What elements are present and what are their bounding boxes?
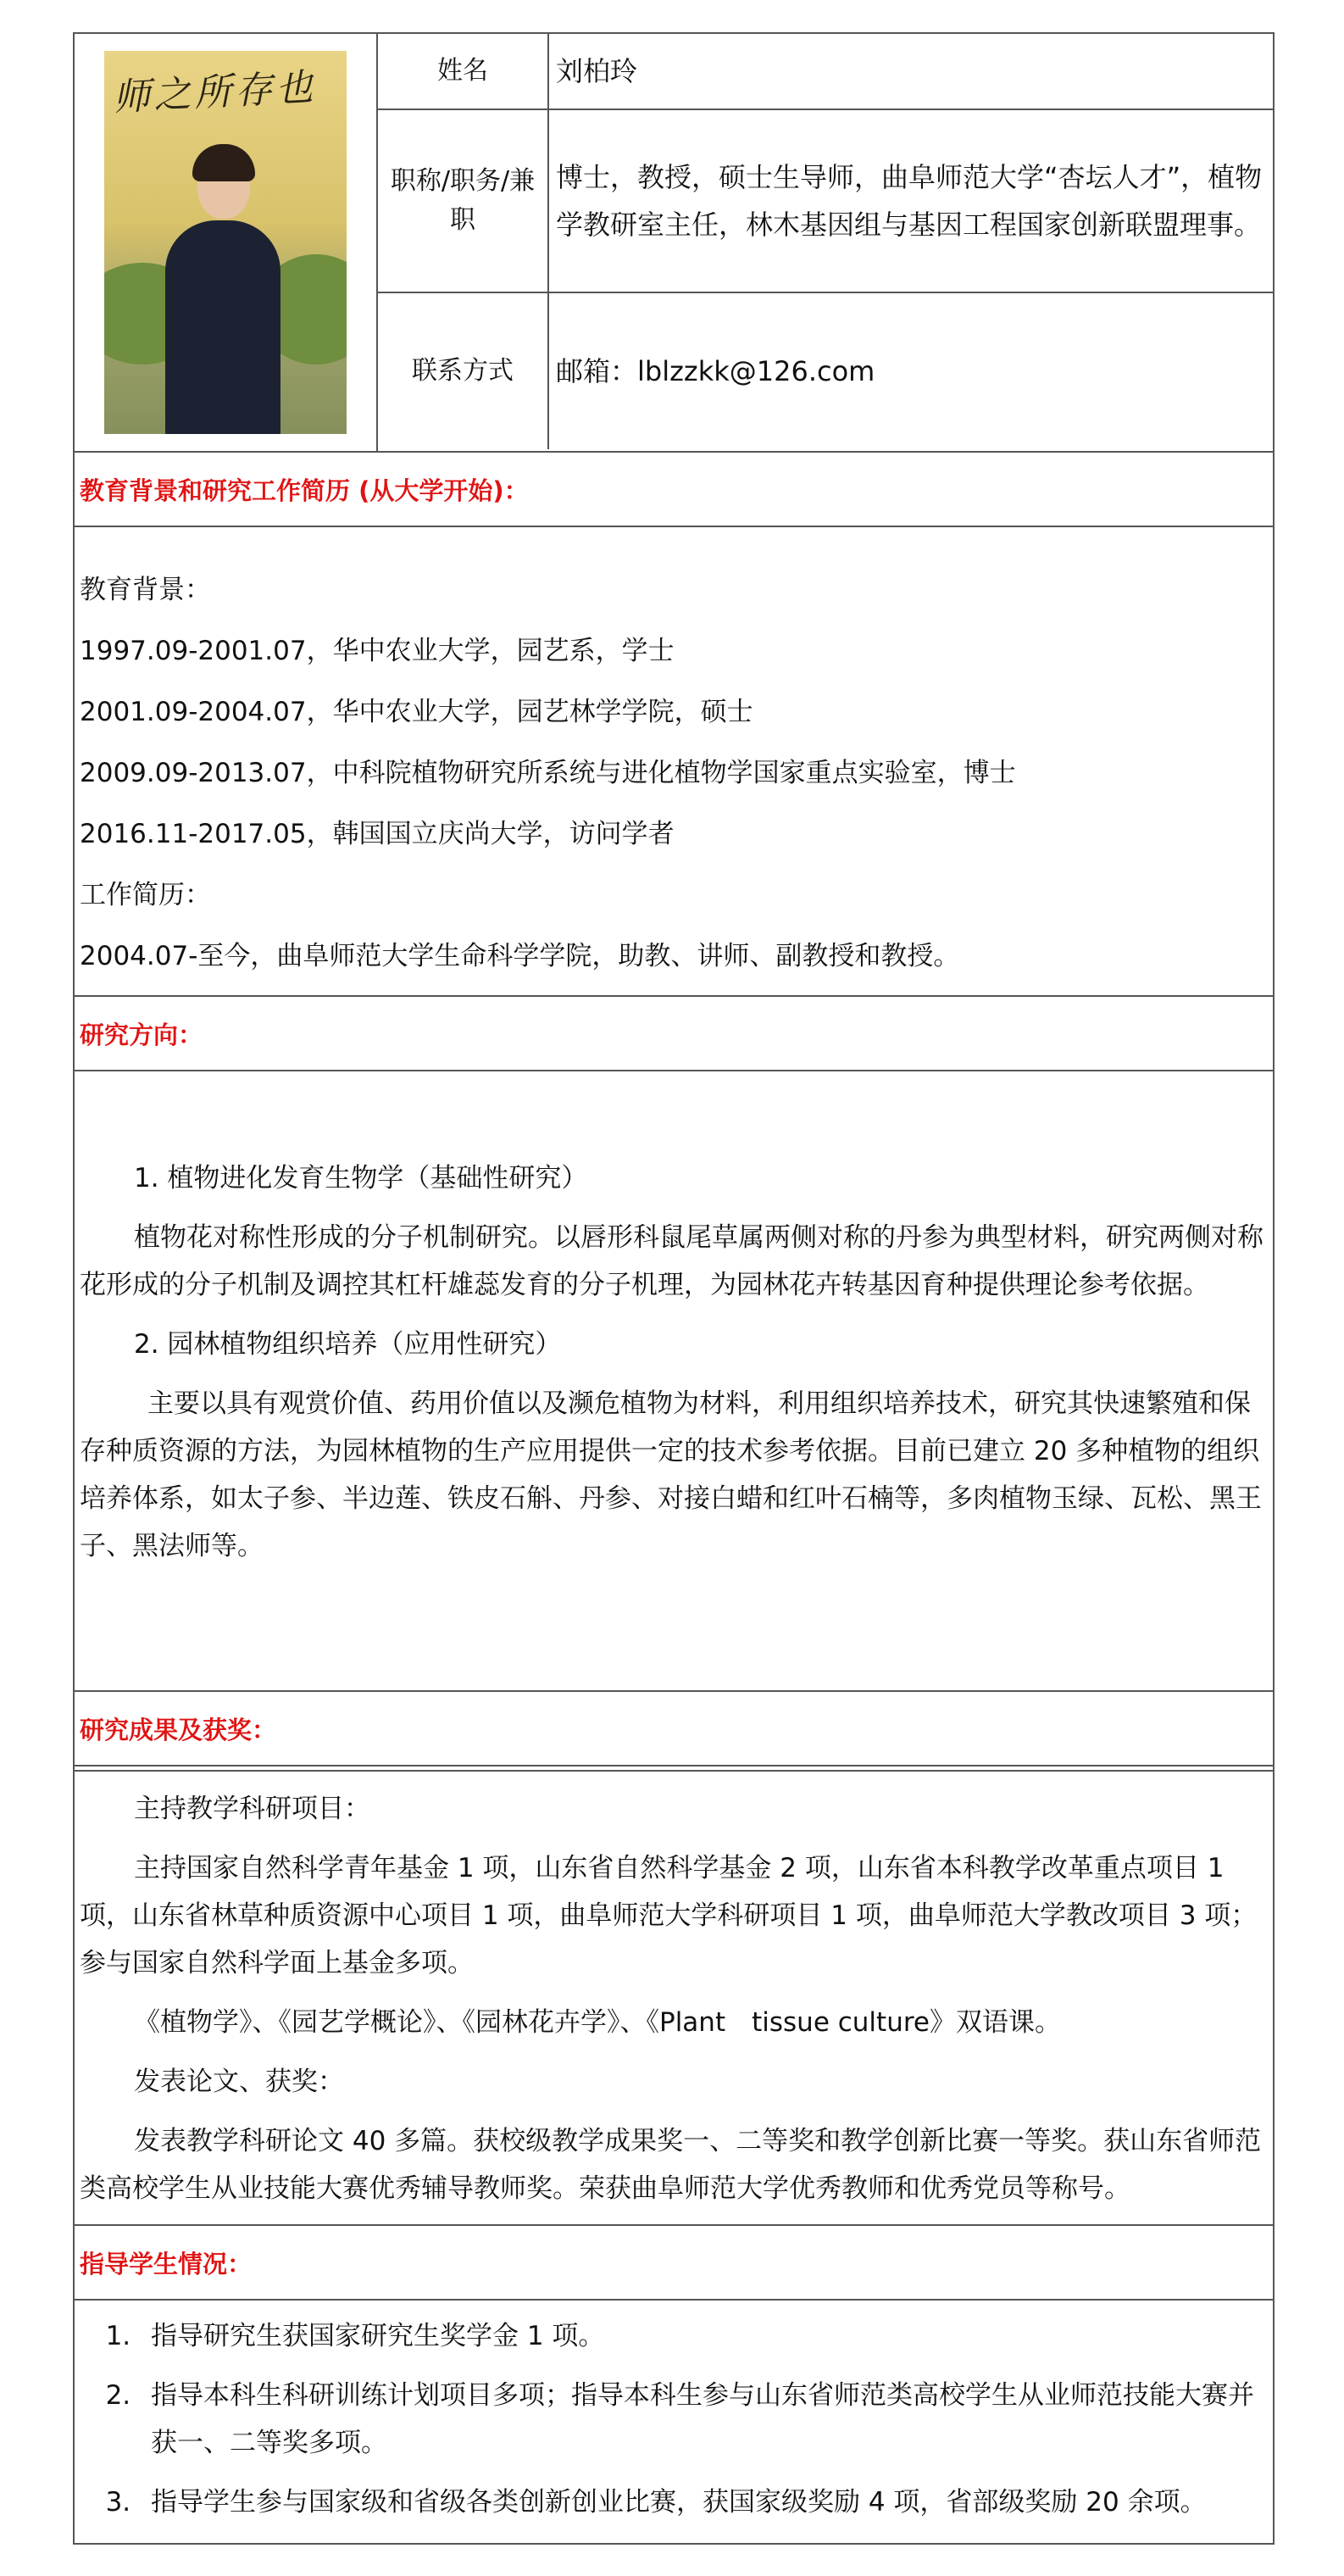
title-row [378, 110, 1273, 293]
papers-text: 发表教学科研论文 40 多篇。获校级教学成果奖一、二等奖和教学创新比赛一等奖。获山东省师范类高校学生从业技能大赛优秀辅导教师奖。荣获曲阜师范大学优秀教师和优秀党员等称号。 [80, 2126, 1262, 2204]
profile-sheet [73, 32, 1275, 2545]
person-body [165, 220, 280, 434]
person-hair [192, 144, 255, 181]
edu-label: 教育背景： [80, 575, 211, 605]
photo-cell [75, 34, 378, 451]
edu-item: 1997.09-2001.07，华中农业大学，园艺系，学士 [80, 636, 675, 666]
courses-text: 《植物学》、《园艺学概论》、《园林花卉学》、《Plant tissue culture》双语课。 [134, 2007, 1061, 2038]
name-value: 刘柏玲 [556, 55, 638, 87]
projects-text: 主持国家自然科学青年基金 1 项，山东省自然科学基金 2 项，山东省本科教学改革重点项目 1 项，山东省林草种质资源中心项目 1 项，曲阜师范大学科研项目 1 项，曲阜师范大学教改项目 3 项；参与国家自然科学面上基金多项。 [80, 1853, 1258, 1978]
profile-header [75, 34, 1273, 453]
education-body [75, 527, 1273, 997]
students-body [75, 2301, 1273, 2543]
achievements-heading: 研究成果及获奖： [75, 1692, 1273, 1766]
research-dir1-text: 植物花对称性形成的分子机制研究。以唇形科鼠尾草属两侧对称的丹参为典型材料，研究两侧对称花形成的分子机制及调控其杠杆雄蕊发育的分子机理，为园林花卉转基因育种提供理论参考依据。 [80, 1222, 1263, 1300]
list-item: 3. 指导学生参与国家级和省级各类创新创业比赛，获国家级奖励 4 项，省部级奖励 20 余项。 [139, 2479, 1268, 2526]
list-item: 1. 指导研究生获国家研究生奖学金 1 项。 [139, 2312, 1268, 2360]
edu-item: 2001.09-2004.07，华中农业大学，园艺林学学院，硕士 [80, 697, 753, 727]
name-label: 姓名 [378, 34, 549, 108]
edu-item: 2016.11-2017.05，韩国国立庆尚大学，访问学者 [80, 819, 675, 849]
papers-label: 发表论文、获奖： [134, 2067, 344, 2097]
work-label: 工作简历： [80, 880, 211, 910]
research-dir2-text: 主要以具有观赏价值、药用价值以及濒危植物为材料，利用组织培养技术，研究其快速繁殖和保存种质资源的方法，为园林植物的生产应用提供一定的技术参考依据。目前已建立 20 多种植物的组织培养体系，如太子参、半边莲、铁皮石斛、丹参、对接白蜡和红叶石楠等，多肉植物玉绿、瓦松、黑王子、黑法师等。 [80, 1388, 1262, 1561]
education-heading: 教育背景和研究工作简历 (从大学开始)： [75, 453, 1273, 527]
achievements-body [75, 1770, 1273, 2226]
students-heading: 指导学生情况： [75, 2226, 1273, 2301]
title-label: 职称/职务/兼职 [378, 110, 549, 292]
info-table [378, 34, 1273, 451]
research-dir1-title: 1. 植物进化发育生物学（基础性研究） [134, 1163, 588, 1193]
research-body [75, 1071, 1273, 1692]
students-list [80, 2312, 1268, 2526]
profile-photo [104, 51, 347, 434]
calligraphy-caption: 师之所存也 [112, 65, 318, 120]
contact-row [378, 293, 1273, 449]
research-dir2-title: 2. 园林植物组织培养（应用性研究） [134, 1329, 562, 1360]
projects-label: 主持教学科研项目： [134, 1794, 370, 1824]
list-item: 2. 指导本科生科研训练计划项目多项；指导本科生参与山东省师范类高校学生从业师范技能大赛并获一、二等奖多项。 [139, 2372, 1268, 2467]
contact-label: 联系方式 [378, 293, 549, 449]
contact-value: 邮箱：lblzzkk@126.com [556, 355, 875, 387]
title-value: 博士，教授，硕士生导师，曲阜师范大学“杏坛人才”，植物学教研室主任，林木基因组与基因工程国家创新联盟理事。 [556, 161, 1263, 241]
name-row [378, 34, 1273, 110]
work-item: 2004.07-至今，曲阜师范大学生命科学学院，助教、讲师、副教授和教授。 [80, 941, 960, 971]
research-heading: 研究方向： [75, 997, 1273, 1071]
edu-item: 2009.09-2013.07，中科院植物研究所系统与进化植物学国家重点实验室，博士 [80, 758, 1016, 788]
